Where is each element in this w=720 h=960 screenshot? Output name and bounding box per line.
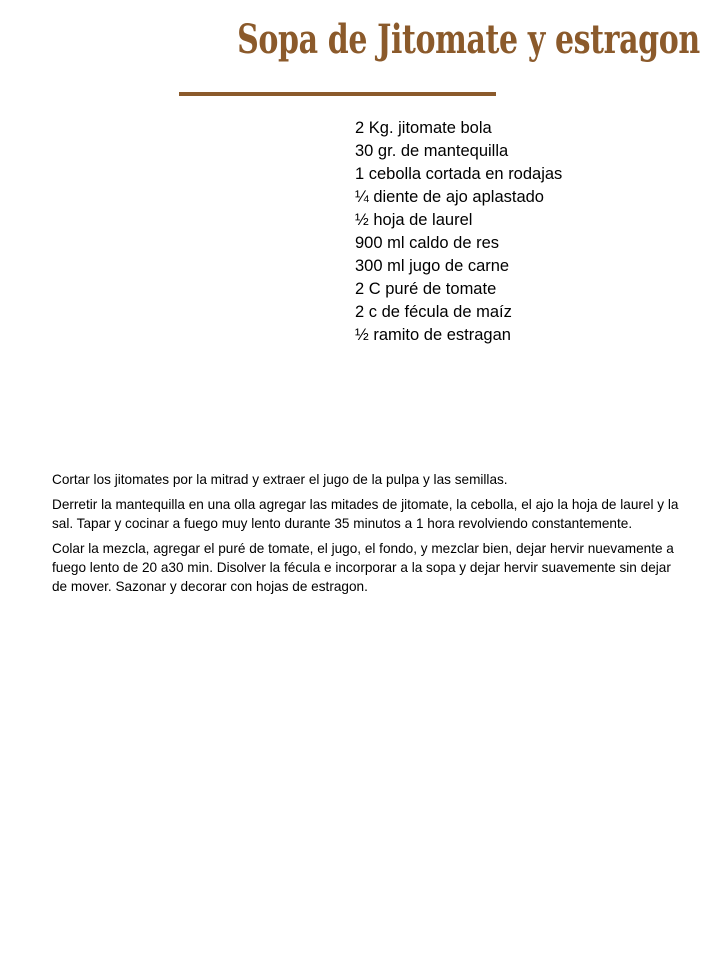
ingredient-item: 300 ml jugo de carne xyxy=(355,257,510,275)
instruction-step: Derretir la mantequilla en una olla agregar las mitades de jitomate, la cebolla, el ajo la hoja de laurel y la sal. Tapar y cocinar a fuego muy lento durante 35 minutos a 1 hora revolviendo constantemente. xyxy=(52,497,679,531)
ingredient-item: 2 c de fécula de maíz xyxy=(355,303,512,321)
ingredient-item: ¼ diente de ajo aplastado xyxy=(355,188,544,206)
ingredient-item: ½ hoja de laurel xyxy=(355,211,473,229)
instruction-step: Colar la mezcla, agregar el puré de tomate, el jugo, el fondo, y mezclar bien, dejar hervir nuevamente a fuego lento de 20 a30 min. Disolver la fécula e incorporar a la sopa y dejar hervir suavemente sin dejar de mover. Sazonar y decorar con hojas de estragon. xyxy=(52,541,674,594)
instruction-step: Cortar los jitomates por la mitrad y extraer el jugo de la pulpa y las semillas. xyxy=(52,472,508,487)
title-block xyxy=(160,16,700,63)
ingredients-list xyxy=(355,117,562,347)
ingredient-item: 2 Kg. jitomate bola xyxy=(355,119,492,137)
instructions xyxy=(52,470,682,602)
ingredient-item: 30 gr. de mantequilla xyxy=(355,142,509,160)
ingredient-item: 2 C puré de tomate xyxy=(355,280,497,298)
title-underline xyxy=(179,92,496,96)
ingredient-item: ½ ramito de estragan xyxy=(355,326,511,344)
ingredient-item: 900 ml caldo de res xyxy=(355,234,499,252)
page-title: Sopa de Jitomate y estragon xyxy=(237,16,700,63)
ingredient-item: 1 cebolla cortada en rodajas xyxy=(355,165,563,183)
